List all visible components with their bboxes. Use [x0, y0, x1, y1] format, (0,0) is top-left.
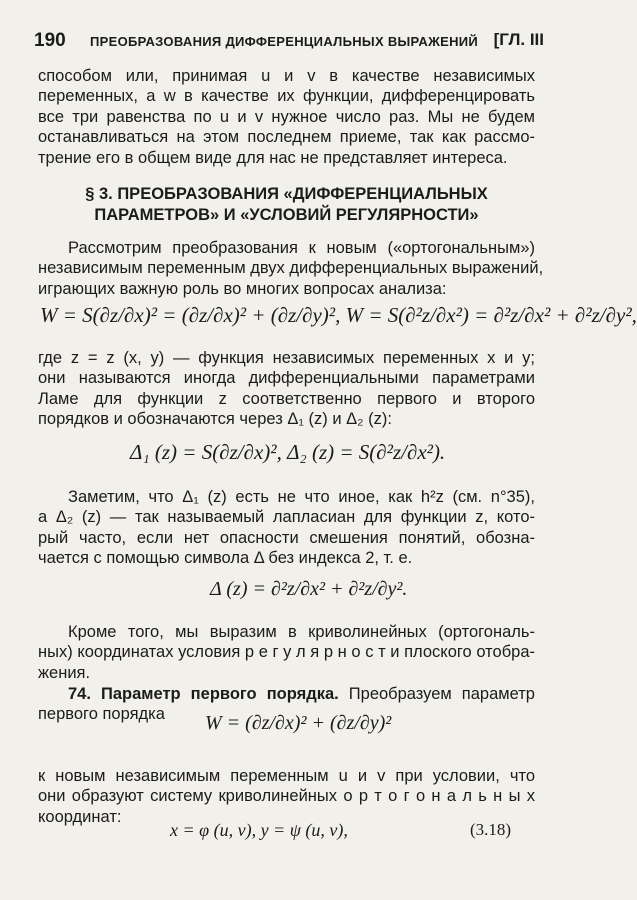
text-line: все три равенства по u и v нужное число раз. Мы не будем — [38, 107, 535, 126]
formula-laplacian: Δ (z) = ∂²z/∂x² + ∂²z/∂y². — [210, 578, 408, 600]
text-line: чается с помощью символа Δ без индекса 2, т. е. — [38, 549, 413, 568]
text-line: переменных, а w в качестве их функции, дифференцировать — [38, 87, 535, 106]
formula-delta-definitions: Δ₁ (z) = S(∂z/∂x)², Δ₂ (z) = S(∂²z/∂x²). — [130, 440, 446, 464]
text-line: где z = z (x, y) — функция независимых переменных x и y; — [38, 349, 535, 367]
text-line: Кроме того, мы выразим в криволинейных (ортогональ- — [68, 623, 535, 641]
chapter-label: [ГЛ. III — [493, 30, 544, 49]
text-line: к новым независимым переменным u и v при условии, что — [38, 767, 535, 785]
paragraph-3 — [38, 348, 535, 430]
page-number: 190 — [34, 30, 66, 51]
text-line: жения. — [38, 663, 91, 682]
text-line: способом или, принимая u и v в качестве независимых — [38, 67, 535, 85]
text-line: а Δ₂ (z) — так называемый лапласиан для функции z, кото- — [38, 508, 535, 527]
text-line: рый часто, если нет опасности смешения понятий, обозна- — [38, 528, 535, 547]
text-line: координат: — [38, 807, 122, 826]
paragraph-4 — [38, 487, 535, 569]
running-header — [34, 30, 544, 54]
text-line: Рассмотрим преобразования к новым («ортогональным») — [68, 239, 535, 257]
text-run: Преобразуем параметр — [348, 685, 535, 703]
equation-number: (3.18) — [470, 820, 512, 839]
formula-coordinate-transform: x = φ (u, v), y = ψ (u, v), — [170, 820, 348, 840]
running-title: ПРЕОБРАЗОВАНИЯ ДИФФЕРЕНЦИАЛЬНЫХ ВЫРАЖЕНИЙ — [90, 34, 479, 49]
formula-lame-parameters: W = S(∂z/∂x)² = (∂z/∂x)² + (∂z/∂y)², W = S(∂²z/∂x²) = ∂²z/∂x² + ∂²z/∂y², — [40, 303, 637, 327]
text-line: играющих важную роль во многих вопросах анализа: — [38, 279, 447, 298]
text-line: они называются иногда дифференциальными параметрами — [38, 369, 535, 388]
text-line: они образуют систему криволинейных о р т о г о н а л ь н ы х — [38, 787, 535, 806]
paragraph-7 — [38, 766, 535, 827]
text-line — [38, 684, 535, 704]
heading-line: § 3. ПРЕОБРАЗОВАНИЯ «ДИФФЕРЕНЦИАЛЬНЫХ — [85, 185, 488, 203]
paragraph-5 — [38, 622, 535, 683]
text-line: порядков и обозначаются через Δ₁ (z) и Δ₂ (z): — [38, 410, 392, 429]
formula-first-order-parameter: W = (∂z/∂x)² + (∂z/∂y)² — [205, 712, 392, 734]
text-line: трение его в общем виде для нас не представляет интереса. — [38, 148, 508, 167]
text-line: первого порядка — [38, 705, 165, 724]
paragraph-1 — [38, 66, 535, 168]
text-line: Ламе для функции z соответственно первого и второго — [38, 389, 535, 408]
text-line: ных) координатах условия р е г у л я р н о с т и плоского отобра- — [38, 643, 535, 662]
section-heading — [38, 184, 535, 226]
text-line: независимым переменным двух дифференциальных выражений, — [38, 259, 544, 278]
text-line: останавливаться на этом последнем приеме, так как рассмо- — [38, 128, 535, 147]
heading-line: ПАРАМЕТРОВ» И «УСЛОВИЙ РЕГУЛЯРНОСТИ» — [94, 206, 479, 224]
text-line: Заметим, что Δ₁ (z) есть не что иное, как h²z (см. n°35), — [68, 488, 535, 506]
subsection-title: 74. Параметр первого порядка. — [68, 685, 339, 703]
paragraph-2 — [38, 238, 544, 299]
